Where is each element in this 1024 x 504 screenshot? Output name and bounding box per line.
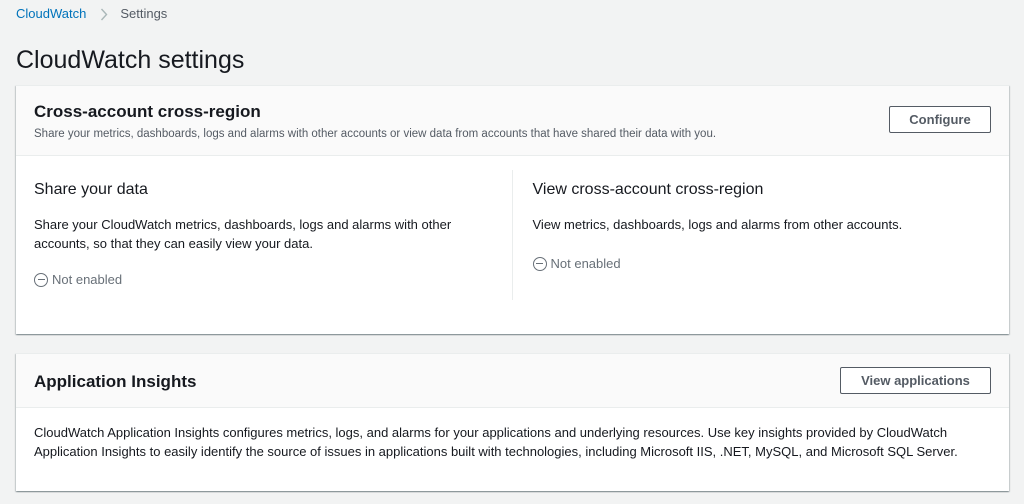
cross-account-header	[16, 86, 1009, 156]
view-cross-account-status	[533, 256, 992, 271]
cross-account-panel	[16, 85, 1009, 334]
application-insights-panel	[16, 353, 1009, 491]
share-data-column	[16, 156, 513, 334]
breadcrumb-current-settings: Settings	[120, 6, 168, 21]
view-cross-account-title: View cross-account cross-region	[532, 181, 764, 198]
chevron-right-icon	[100, 8, 108, 21]
cross-account-columns	[16, 156, 1009, 334]
view-cross-account-status-label: Not enabled	[550, 256, 621, 271]
cross-account-description: Share your metrics, dashboards, logs and alarms with other accounts or view data from accounts that have shared their data with you.	[34, 128, 717, 140]
breadcrumb	[16, 5, 167, 23]
cross-account-title: Cross-account cross-region	[34, 102, 261, 121]
share-data-status	[34, 272, 495, 287]
share-data-text: Share your CloudWatch metrics, dashboards, logs and alarms with other accounts, so that they can easily view your data.	[34, 217, 452, 251]
share-data-status-label: Not enabled	[52, 272, 123, 287]
page-title: CloudWatch settings	[16, 46, 245, 74]
application-insights-title: Application Insights	[34, 372, 197, 391]
share-data-title: Share your data	[34, 181, 148, 198]
minus-circle-icon	[533, 257, 547, 271]
view-applications-button[interactable]: View applications	[840, 367, 991, 394]
configure-button[interactable]: Configure	[889, 106, 991, 133]
application-insights-header	[16, 354, 1009, 408]
view-cross-account-text: View metrics, dashboards, logs and alarms from other accounts.	[532, 217, 903, 232]
view-cross-account-column	[513, 156, 1010, 334]
application-insights-text: CloudWatch Application Insights configures metrics, logs, and alarms for your applications and underlying resources. Use key insights provided by CloudWatch Application Insights to easily identify the source of issues in applications built with technologies, including Microsoft IIS, .NET, MySQL, and Microsoft SQL Server.	[34, 425, 958, 459]
minus-circle-icon	[34, 273, 48, 287]
breadcrumb-link-cloudwatch[interactable]: CloudWatch	[16, 6, 87, 21]
